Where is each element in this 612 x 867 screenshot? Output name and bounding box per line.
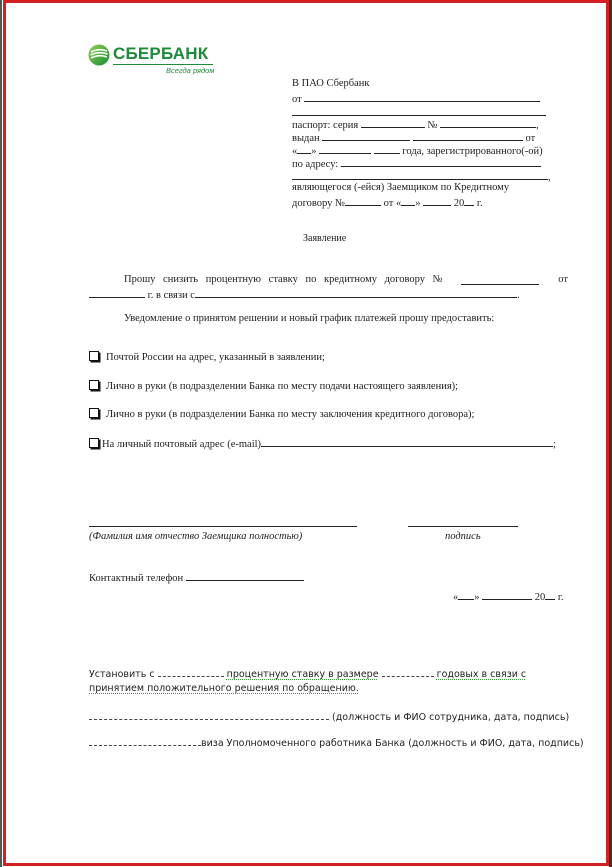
registered-text: года, зарегистрированного(-ой) xyxy=(402,146,543,157)
contract-number-field[interactable] xyxy=(345,195,381,206)
fio-signature-line[interactable] xyxy=(89,526,357,527)
addressee-text: В ПАО Сбербанк xyxy=(292,78,370,89)
quote-open: « xyxy=(292,146,298,157)
address-label: по адресу: xyxy=(292,159,339,170)
year-suffix: г. xyxy=(476,198,483,209)
option-branch-contract[interactable] xyxy=(89,408,474,421)
signature-line[interactable] xyxy=(408,526,518,527)
document-title: Заявление xyxy=(303,233,347,244)
number-sign: № xyxy=(427,120,438,131)
issued-by-field[interactable] xyxy=(322,130,410,141)
request-from-label: от xyxy=(558,274,568,285)
year-prefix: 20 xyxy=(453,198,465,209)
checkbox-branch-application[interactable] xyxy=(89,380,99,390)
bank-decision-line xyxy=(89,683,359,694)
contract-day-field[interactable] xyxy=(401,195,415,206)
from-line xyxy=(292,91,540,106)
issue-day-field[interactable] xyxy=(297,143,311,154)
option-email-label: На личный почтовый адрес (e-mail) xyxy=(102,439,262,450)
loan-contract-number-field[interactable] xyxy=(461,274,539,285)
option-post[interactable] xyxy=(89,351,325,364)
issued-label: выдан xyxy=(292,133,320,144)
contract-month-field[interactable] xyxy=(423,195,451,206)
date-day-field[interactable] xyxy=(458,589,474,600)
year-prefix: 20 xyxy=(534,592,546,603)
quote-close: » xyxy=(474,592,480,603)
address-field[interactable] xyxy=(341,156,541,167)
option-post-label: Почтой России на адрес, указанный в заявлении; xyxy=(106,352,325,363)
issued-by-field-2[interactable] xyxy=(413,130,523,141)
address-field-2[interactable] xyxy=(292,169,548,180)
borrower-text: являющегося (-ейся) Заемщиком по Кредитному xyxy=(292,182,510,193)
checkbox-branch-contract[interactable] xyxy=(89,408,99,418)
contract-label: договору № xyxy=(292,198,346,209)
contract-year-field[interactable] xyxy=(464,195,474,206)
contact-phone-label: Контактный телефон xyxy=(89,573,184,584)
notification-heading: Уведомление о принятом решении и новый график платежей прошу предоставить: xyxy=(124,313,495,324)
bank-set-line xyxy=(89,666,526,680)
brand-name: СБЕРБАНК xyxy=(113,44,209,63)
rate-label: процентную ставку в размере xyxy=(226,669,379,680)
passport-number-field[interactable] xyxy=(440,117,536,128)
brand-slogan: Всегда рядом xyxy=(166,66,215,75)
issue-month-field[interactable] xyxy=(319,143,371,154)
quote-open: « xyxy=(453,592,459,603)
contact-phone-line xyxy=(89,570,304,585)
decision-text: принятием положительного решения по обращению. xyxy=(89,683,359,694)
checkbox-post[interactable] xyxy=(89,351,99,361)
visa-caption: виза Уполномоченного работника Банка (должность и ФИО, дата, подпись) xyxy=(201,738,584,749)
set-from-label: Установить с xyxy=(89,669,155,680)
option-branch-contract-label: Лично в руки (в подразделении Банка по месту заключения кредитного договора); xyxy=(106,409,475,420)
quote-close: » xyxy=(311,146,317,157)
contract-from-label: от xyxy=(383,198,394,209)
from-field-2[interactable] xyxy=(292,105,546,116)
address-line-2: , xyxy=(292,169,551,184)
sberbank-logo-icon xyxy=(88,44,110,66)
request-line-1 xyxy=(124,274,568,286)
contract-line xyxy=(292,195,483,210)
date-month-field[interactable] xyxy=(482,589,532,600)
option-branch-application[interactable] xyxy=(89,380,458,393)
loan-contract-date-field[interactable] xyxy=(89,287,145,298)
issue-year-field[interactable] xyxy=(374,143,400,154)
reason-field[interactable] xyxy=(195,287,517,298)
option-email[interactable] xyxy=(89,436,556,451)
checkbox-email[interactable] xyxy=(89,438,99,448)
addressee-line xyxy=(292,78,369,90)
passport-label: паспорт: серия xyxy=(292,120,359,131)
passport-series-field[interactable] xyxy=(361,117,425,128)
from-label: от xyxy=(292,94,302,105)
semicolon: ; xyxy=(553,439,556,450)
rate-field[interactable] xyxy=(382,666,434,677)
employee-caption: (должность и ФИО сотрудника, дата, подпись) xyxy=(332,712,570,723)
fio-caption: (Фамилия имя отчество Заемщика полностью) xyxy=(89,531,303,542)
employee-sign-line xyxy=(89,709,569,723)
date-year-field[interactable] xyxy=(545,589,555,600)
annual-label: годовых в связи с xyxy=(436,669,527,680)
signature-caption: подпись xyxy=(445,531,481,542)
issued-from-label: от xyxy=(525,133,536,144)
period: . xyxy=(516,290,520,301)
brand-underline xyxy=(113,64,213,65)
request-reason-label: г. в связи с xyxy=(147,290,195,301)
request-line-2 xyxy=(89,287,520,302)
visa-line xyxy=(89,735,584,749)
from-field[interactable] xyxy=(304,91,540,102)
set-from-date-field[interactable] xyxy=(158,666,224,677)
visa-field[interactable] xyxy=(89,735,201,746)
passport-line: паспорт: серия № , xyxy=(292,117,539,132)
year-suffix: г. xyxy=(557,592,564,603)
request-text: Прошу снизить процентную ставку по кредитному договору № xyxy=(124,274,443,285)
page-edge-left xyxy=(0,0,2,867)
quote-open: « xyxy=(395,198,402,209)
date-line xyxy=(453,589,564,604)
email-field[interactable] xyxy=(261,436,553,447)
employee-sign-field[interactable] xyxy=(89,709,329,720)
contact-phone-field[interactable] xyxy=(186,570,304,581)
option-branch-application-label: Лично в руки (в подразделении Банка по месту подачи настоящего заявления); xyxy=(106,381,459,392)
borrower-line xyxy=(292,182,509,194)
quote-close: » xyxy=(415,198,421,209)
